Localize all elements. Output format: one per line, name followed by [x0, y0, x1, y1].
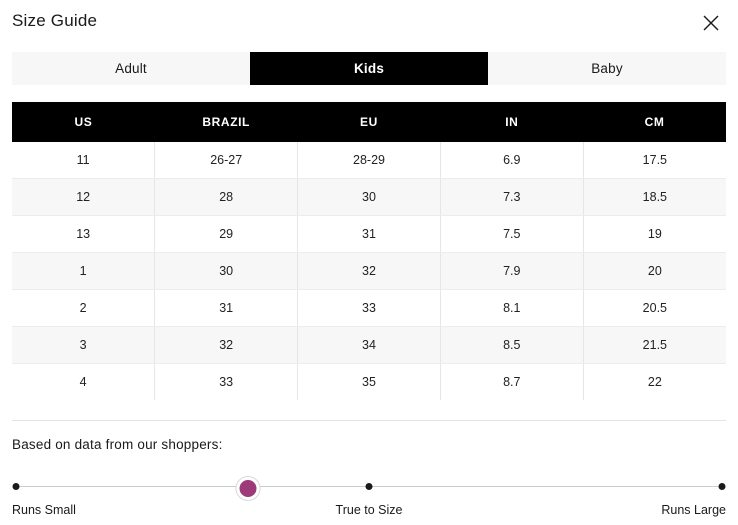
- close-icon-glyph: [701, 13, 721, 33]
- size-table-head: [12, 102, 726, 142]
- cell-cm: 21.5: [583, 327, 726, 364]
- close-icon[interactable]: [698, 10, 724, 36]
- fit-scale[interactable]: [12, 480, 726, 494]
- cell-brazil: 28: [155, 179, 298, 216]
- size-table-container: [12, 102, 726, 400]
- cell-in: 8.7: [440, 364, 583, 401]
- cell-brazil: 29: [155, 216, 298, 253]
- cell-cm: 18.5: [583, 179, 726, 216]
- cell-us: 4: [12, 364, 155, 401]
- cell-brazil: 30: [155, 253, 298, 290]
- fit-label-runs-small: Runs Small: [12, 503, 76, 517]
- tab-baby[interactable]: Baby: [488, 52, 726, 85]
- cell-brazil: 31: [155, 290, 298, 327]
- fit-label-true-to-size: True to Size: [335, 503, 403, 517]
- table-row: [12, 253, 726, 290]
- table-row: [12, 179, 726, 216]
- table-row: [12, 290, 726, 327]
- fit-feedback-label: Based on data from our shoppers:: [12, 437, 223, 452]
- cell-eu: 35: [298, 364, 441, 401]
- table-row: [12, 142, 726, 179]
- cell-in: 7.5: [440, 216, 583, 253]
- table-row: [12, 364, 726, 401]
- column-header-cm: CM: [583, 102, 726, 142]
- cell-us: 2: [12, 290, 155, 327]
- column-header-eu: EU: [298, 102, 441, 142]
- page-title: Size Guide: [12, 11, 98, 30]
- cell-eu: 34: [298, 327, 441, 364]
- cell-cm: 17.5: [583, 142, 726, 179]
- tab-adult[interactable]: Adult: [12, 52, 250, 85]
- fit-scale-marker[interactable]: [236, 477, 259, 500]
- cell-brazil: 32: [155, 327, 298, 364]
- modal-header: [6, 0, 732, 38]
- cell-us: 13: [12, 216, 155, 253]
- cell-eu: 30: [298, 179, 441, 216]
- cell-brazil: 33: [155, 364, 298, 401]
- cell-us: 11: [12, 142, 155, 179]
- table-row: [12, 327, 726, 364]
- cell-brazil: 26-27: [155, 142, 298, 179]
- size-category-tabs: [12, 52, 726, 85]
- cell-us: 1: [12, 253, 155, 290]
- fit-scale-labels: [12, 503, 726, 521]
- tab-kids[interactable]: Kids: [250, 52, 488, 85]
- column-header-in: IN: [440, 102, 583, 142]
- fit-scale-dot-true: [366, 483, 373, 490]
- table-header-row: [12, 102, 726, 142]
- fit-label-runs-large: Runs Large: [661, 503, 726, 517]
- fit-scale-dot-large: [719, 483, 726, 490]
- cell-in: 7.3: [440, 179, 583, 216]
- cell-in: 6.9: [440, 142, 583, 179]
- cell-cm: 19: [583, 216, 726, 253]
- cell-cm: 20: [583, 253, 726, 290]
- fit-feedback-section: [12, 420, 726, 521]
- size-table-body: [12, 142, 726, 400]
- cell-us: 12: [12, 179, 155, 216]
- cell-cm: 22: [583, 364, 726, 401]
- table-row: [12, 216, 726, 253]
- cell-cm: 20.5: [583, 290, 726, 327]
- cell-eu: 33: [298, 290, 441, 327]
- cell-eu: 32: [298, 253, 441, 290]
- cell-us: 3: [12, 327, 155, 364]
- cell-in: 8.1: [440, 290, 583, 327]
- column-header-us: US: [12, 102, 155, 142]
- cell-in: 8.5: [440, 327, 583, 364]
- cell-eu: 31: [298, 216, 441, 253]
- fit-scale-dot-small: [13, 483, 20, 490]
- column-header-brazil: BRAZIL: [155, 102, 298, 142]
- size-table: [12, 102, 726, 400]
- cell-eu: 28-29: [298, 142, 441, 179]
- cell-in: 7.9: [440, 253, 583, 290]
